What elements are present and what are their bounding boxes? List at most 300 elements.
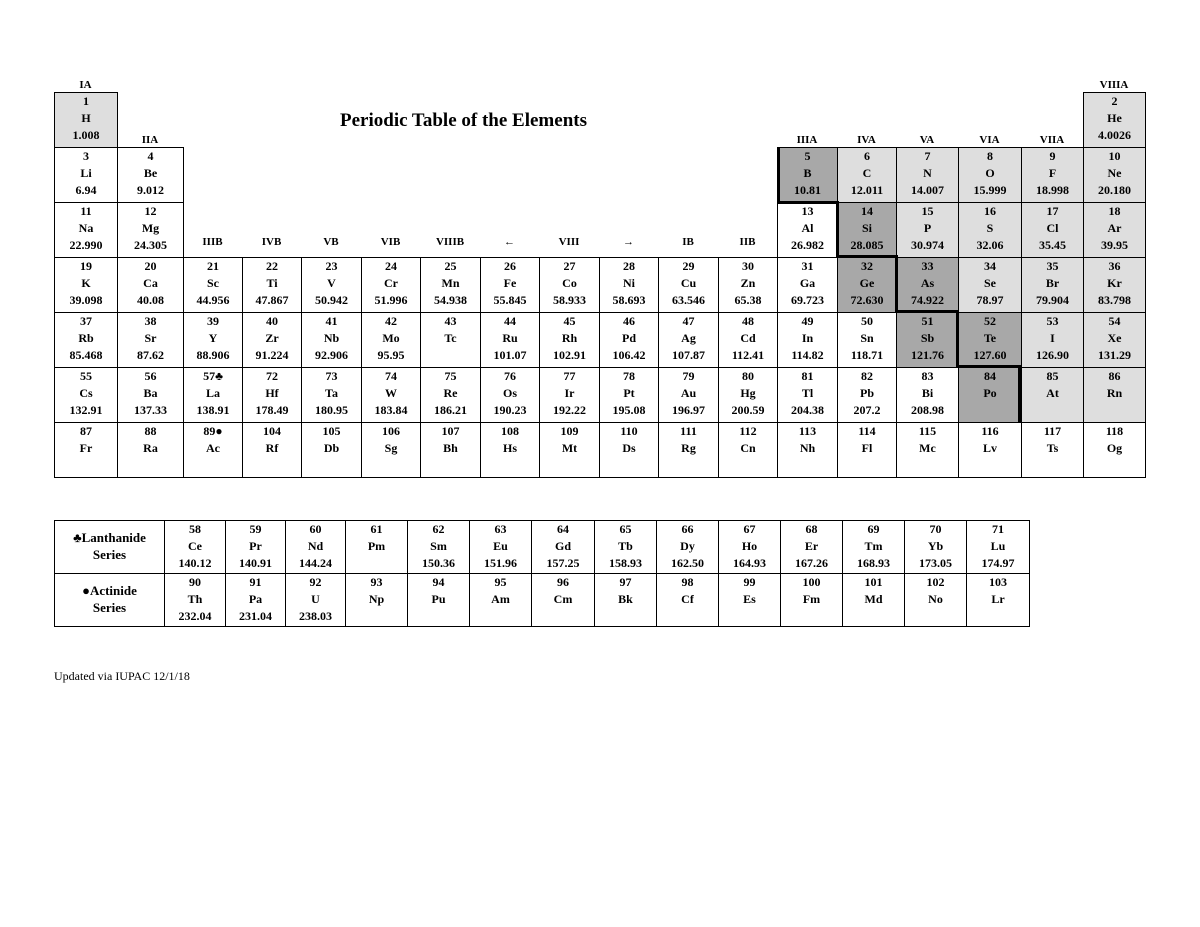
atomic-mass: 137.33 xyxy=(134,403,167,417)
atomic-number: 49 xyxy=(801,314,814,328)
element-au xyxy=(658,367,719,423)
element-symbol: Al xyxy=(801,221,814,235)
element-symbol: Po xyxy=(983,386,997,400)
atomic-mass: 127.60 xyxy=(973,348,1007,362)
element-b xyxy=(777,147,838,203)
atomic-mass: 14.007 xyxy=(911,183,944,197)
metalloid-staircase-segment xyxy=(836,255,898,258)
atomic-mass: 114.82 xyxy=(791,348,824,362)
atomic-mass xyxy=(719,457,777,474)
footer-note: Updated via IUPAC 12/1/18 xyxy=(54,669,190,683)
atomic-mass: 144.24 xyxy=(299,556,332,570)
atomic-mass: 85.468 xyxy=(69,348,103,362)
element-ar xyxy=(1083,202,1146,258)
atomic-mass: 4.0026 xyxy=(1098,128,1131,142)
element-hs xyxy=(480,422,540,478)
element-cr xyxy=(361,257,421,313)
atomic-mass xyxy=(659,457,718,474)
element-te xyxy=(958,312,1022,368)
element-symbol: Cn xyxy=(740,441,756,455)
atomic-mass: 190.23 xyxy=(493,403,527,417)
element-symbol: As xyxy=(920,276,935,290)
element-ru xyxy=(480,312,540,368)
atomic-number: 82 xyxy=(861,369,873,383)
element-symbol: Co xyxy=(562,276,577,290)
element-symbol: C xyxy=(862,166,872,180)
atomic-mass xyxy=(1022,402,1083,419)
atomic-number: 106 xyxy=(382,424,400,438)
atomic-mass: 18.998 xyxy=(1036,183,1069,197)
element-re xyxy=(420,367,481,423)
group-label-6: VIB xyxy=(361,236,420,248)
group-label-15: VA xyxy=(919,134,935,146)
atomic-number: 60 xyxy=(309,522,322,536)
element-rb xyxy=(54,312,118,368)
atomic-number: 67 xyxy=(743,522,756,536)
group-label-4: IVB xyxy=(242,236,301,248)
element-symbol: Br xyxy=(1045,276,1060,290)
element-pd xyxy=(599,312,659,368)
element-symbol: Db xyxy=(323,441,340,455)
series-label-text: ●Actinide xyxy=(82,583,137,598)
atomic-mass xyxy=(243,457,301,474)
atomic-number: 84 xyxy=(984,369,996,383)
atomic-mass: 186.21 xyxy=(434,403,467,417)
atomic-number: 59 xyxy=(249,522,262,536)
element-fr xyxy=(54,422,118,478)
element-pu xyxy=(407,573,470,627)
element-symbol: Li xyxy=(80,166,92,180)
element-n xyxy=(896,147,959,203)
element-symbol: Xe xyxy=(1107,331,1122,345)
actinide-series-label xyxy=(54,573,165,627)
atomic-number: 103 xyxy=(989,575,1007,589)
element-symbol: Cl xyxy=(1046,221,1059,235)
element-symbol: K xyxy=(81,276,91,290)
atomic-mass: 69.723 xyxy=(791,293,824,307)
element-symbol: Pm xyxy=(367,539,386,553)
group-label-3: IIIB xyxy=(183,236,242,248)
atomic-number: 76 xyxy=(504,369,516,383)
element-symbol: Ce xyxy=(188,539,202,553)
element-es xyxy=(718,573,781,627)
element-symbol: O xyxy=(985,166,995,180)
element-v xyxy=(301,257,362,313)
atomic-number: 35 xyxy=(1046,259,1059,273)
element-symbol: La xyxy=(205,386,220,400)
atomic-number: 118 xyxy=(1105,424,1124,438)
element-h xyxy=(54,92,118,148)
atomic-mass: 118.71 xyxy=(850,348,884,362)
atomic-mass: 44.956 xyxy=(196,293,230,307)
group-label-16: VIA xyxy=(979,134,1000,146)
element-symbol: Og xyxy=(1106,441,1123,455)
atomic-number: 46 xyxy=(623,314,635,328)
element-li xyxy=(54,147,118,203)
element-k xyxy=(54,257,118,313)
element-ir xyxy=(539,367,600,423)
atomic-mass: 138.91 xyxy=(196,403,230,417)
atomic-number: 21 xyxy=(207,259,219,273)
element-symbol: Ir xyxy=(564,386,575,400)
element-symbol: Bi xyxy=(921,386,934,400)
atomic-mass: 10.81 xyxy=(794,183,821,197)
atomic-number: 66 xyxy=(681,522,694,536)
atomic-mass: 32.06 xyxy=(976,238,1004,252)
metalloid-staircase-segment xyxy=(836,201,839,258)
atomic-mass: 92.906 xyxy=(315,348,348,362)
element-symbol: B xyxy=(803,166,812,180)
element-al xyxy=(777,202,838,258)
element-symbol: Be xyxy=(143,166,158,180)
element-symbol: Rg xyxy=(681,441,696,455)
element-symbol: At xyxy=(1046,386,1059,400)
element-si xyxy=(837,202,897,258)
atomic-number: 23 xyxy=(325,259,338,273)
atomic-mass: 39.95 xyxy=(1101,238,1128,252)
atomic-mass: 78.97 xyxy=(976,293,1004,307)
element-symbol: Dy xyxy=(680,539,695,553)
element-pt xyxy=(599,367,659,423)
element-symbol: Pa xyxy=(248,592,263,606)
element-pm xyxy=(345,520,408,574)
atomic-mass: 65.38 xyxy=(734,293,762,307)
element-dy xyxy=(656,520,719,574)
element-symbol: Nd xyxy=(307,539,324,553)
element-symbol: Pt xyxy=(623,386,635,400)
metalloid-staircase-segment xyxy=(777,201,839,204)
atomic-number: 39 xyxy=(207,314,219,328)
element-cd xyxy=(718,312,778,368)
element-zn xyxy=(718,257,778,313)
atomic-mass: 55.845 xyxy=(493,293,527,307)
atomic-number: 8 xyxy=(987,149,993,163)
atomic-mass xyxy=(540,457,599,474)
atomic-mass: 39.098 xyxy=(69,293,103,307)
element-symbol: Rh xyxy=(561,331,578,345)
group-label-10: → xyxy=(599,236,658,248)
atomic-number: 92 xyxy=(309,575,322,589)
atomic-mass: 162.50 xyxy=(671,556,704,570)
atomic-number: 86 xyxy=(1108,369,1121,383)
element-symbol: H xyxy=(81,111,91,125)
element-sb xyxy=(896,312,959,368)
atomic-number: 42 xyxy=(385,314,397,328)
atomic-mass: 180.95 xyxy=(315,403,348,417)
atomic-mass: 158.93 xyxy=(609,556,642,570)
element-cu xyxy=(658,257,719,313)
atomic-mass: 126.90 xyxy=(1036,348,1069,362)
element-symbol: Ds xyxy=(622,441,636,455)
atomic-mass: 35.45 xyxy=(1039,238,1066,252)
atomic-number: 16 xyxy=(984,204,996,218)
element-symbol: Ni xyxy=(623,276,635,290)
element-hf xyxy=(242,367,302,423)
element-pr xyxy=(225,520,286,574)
atomic-number: 90 xyxy=(189,575,201,589)
element-symbol: Cu xyxy=(680,276,697,290)
atomic-mass: 63.546 xyxy=(672,293,705,307)
atomic-mass: 58.693 xyxy=(612,293,646,307)
element-symbol: Es xyxy=(743,592,756,606)
element-symbol: Cm xyxy=(553,592,573,606)
atomic-number: 58 xyxy=(189,522,201,536)
atomic-mass: 183.84 xyxy=(374,403,408,417)
element-cn xyxy=(718,422,778,478)
element-symbol: Zr xyxy=(265,331,279,345)
element-fm xyxy=(780,573,843,627)
atomic-number: 78 xyxy=(623,369,635,383)
element-nd xyxy=(285,520,346,574)
element-symbol: Ag xyxy=(681,331,696,345)
atomic-number: 111 xyxy=(680,424,697,438)
element-na xyxy=(54,202,118,258)
element-symbol: Se xyxy=(984,276,996,290)
element-sn xyxy=(837,312,897,368)
atomic-mass: 79.904 xyxy=(1036,293,1069,307)
atomic-mass: 232.04 xyxy=(178,609,212,623)
element-symbol: Sn xyxy=(860,331,874,345)
element-os xyxy=(480,367,540,423)
element-tm xyxy=(842,520,905,574)
atomic-mass: 238.03 xyxy=(299,609,332,623)
element-xe xyxy=(1083,312,1146,368)
atomic-mass xyxy=(657,608,718,625)
atomic-mass: 102.91 xyxy=(553,348,586,362)
element-be xyxy=(117,147,184,203)
atomic-mass: 196.97 xyxy=(672,403,705,417)
atomic-number: 24 xyxy=(385,259,397,273)
atomic-number: 54 xyxy=(1108,314,1121,328)
atomic-number: 112 xyxy=(739,424,757,438)
atomic-number: 91 xyxy=(249,575,262,589)
atomic-mass: 151.96 xyxy=(484,556,517,570)
atomic-mass xyxy=(595,608,656,625)
element-symbol: Er xyxy=(804,539,819,553)
atomic-mass: 88.906 xyxy=(196,348,230,362)
element-symbol: F xyxy=(1048,166,1057,180)
element-bk xyxy=(594,573,657,627)
element-fe xyxy=(480,257,540,313)
atomic-mass: 95.95 xyxy=(377,348,405,362)
atomic-mass xyxy=(905,608,966,625)
atomic-mass: 87.62 xyxy=(137,348,164,362)
group-label-14: IVA xyxy=(857,134,876,146)
element-y xyxy=(183,312,243,368)
atomic-number: 93 xyxy=(370,575,383,589)
element-symbol: P xyxy=(923,221,932,235)
element-symbol: Pb xyxy=(859,386,874,400)
atomic-number: 17 xyxy=(1046,204,1059,218)
element-symbol: Np xyxy=(368,592,385,606)
atomic-mass xyxy=(408,608,469,625)
element-mc xyxy=(896,422,959,478)
element-symbol: Pr xyxy=(249,539,262,553)
element-symbol: Nb xyxy=(323,331,340,345)
atomic-number: 100 xyxy=(802,575,821,589)
atomic-mass: 167.26 xyxy=(795,556,828,570)
atomic-number: 81 xyxy=(801,369,814,383)
page-title: Periodic Table of the Elements xyxy=(340,110,587,131)
element-symbol: Ca xyxy=(143,276,158,290)
element-ti xyxy=(242,257,302,313)
element-sc xyxy=(183,257,243,313)
atomic-mass: 132.91 xyxy=(69,403,103,417)
element-symbol: Ar xyxy=(1107,221,1122,235)
element-tc xyxy=(420,312,481,368)
element-symbol: Rn xyxy=(1106,386,1123,400)
element-sr xyxy=(117,312,184,368)
element-i xyxy=(1021,312,1084,368)
element-sm xyxy=(407,520,470,574)
atomic-mass: 50.942 xyxy=(315,293,348,307)
atomic-mass xyxy=(719,608,780,625)
atomic-mass xyxy=(781,608,842,625)
atomic-number: 57♣ xyxy=(203,369,223,383)
element-symbol: U xyxy=(311,592,320,606)
atomic-number: 31 xyxy=(801,259,814,273)
element-rg xyxy=(658,422,719,478)
atomic-mass: 20.180 xyxy=(1098,183,1131,197)
atomic-mass xyxy=(302,457,361,474)
atomic-number: 15 xyxy=(921,204,934,218)
element-ne xyxy=(1083,147,1146,203)
atomic-mass: 131.29 xyxy=(1098,348,1131,362)
atomic-number: 95 xyxy=(494,575,507,589)
atomic-number: 72 xyxy=(266,369,278,383)
atomic-mass: 140.12 xyxy=(178,556,212,570)
atomic-mass: 101.07 xyxy=(493,348,527,362)
element-at xyxy=(1021,367,1084,423)
atomic-mass xyxy=(470,608,531,625)
atomic-number: 107 xyxy=(441,424,460,438)
element-tl xyxy=(777,367,838,423)
atomic-number: 56 xyxy=(144,369,157,383)
atomic-mass xyxy=(959,457,1021,474)
element-mt xyxy=(539,422,600,478)
atomic-number: 41 xyxy=(325,314,338,328)
atomic-number: 116 xyxy=(981,424,999,438)
group-label-17: VIIA xyxy=(1039,134,1065,146)
element-symbol: Eu xyxy=(493,539,508,553)
element-symbol: Cs xyxy=(79,386,93,400)
element-symbol: Yb xyxy=(927,539,944,553)
element-symbol: Fm xyxy=(802,592,821,606)
atomic-number: 65 xyxy=(619,522,632,536)
element-symbol: Am xyxy=(491,592,510,606)
element-ag xyxy=(658,312,719,368)
atomic-mass xyxy=(481,457,539,474)
element-in xyxy=(777,312,838,368)
element-pb xyxy=(837,367,897,423)
atomic-number: 25 xyxy=(444,259,457,273)
atomic-number: 88 xyxy=(144,424,157,438)
element-ni xyxy=(599,257,659,313)
element-symbol: Os xyxy=(502,386,517,400)
element-ra xyxy=(117,422,184,478)
atomic-mass: 231.04 xyxy=(239,609,272,623)
metalloid-staircase-segment xyxy=(956,365,1020,368)
atomic-number: 113 xyxy=(798,424,817,438)
atomic-mass: 157.25 xyxy=(546,556,580,570)
atomic-mass xyxy=(778,457,837,474)
atomic-number: 13 xyxy=(801,204,814,218)
atomic-number: 36 xyxy=(1108,259,1121,273)
element-am xyxy=(469,573,532,627)
group-label-11: IB xyxy=(658,236,718,248)
atomic-mass: 204.38 xyxy=(791,403,824,417)
series-label-text: Series xyxy=(92,600,127,615)
element-symbol: Lv xyxy=(982,441,997,455)
atomic-mass: 91.224 xyxy=(255,348,289,362)
element-symbol: He xyxy=(1107,111,1122,125)
element-symbol: Au xyxy=(680,386,697,400)
atomic-mass xyxy=(1084,457,1145,474)
atomic-mass: 178.49 xyxy=(255,403,289,417)
atomic-number: 19 xyxy=(80,259,92,273)
atomic-mass xyxy=(967,608,1029,625)
element-symbol: Mo xyxy=(382,331,400,345)
atomic-number: 38 xyxy=(144,314,157,328)
atomic-number: 64 xyxy=(557,522,569,536)
element-ce xyxy=(164,520,226,574)
atomic-number: 104 xyxy=(263,424,281,438)
metalloid-staircase-segment xyxy=(895,255,898,312)
atomic-number: 18 xyxy=(1108,204,1121,218)
atomic-number: 99 xyxy=(743,575,756,589)
element-symbol: Tb xyxy=(618,539,633,553)
element-symbol: Hs xyxy=(502,441,517,455)
atomic-number: 62 xyxy=(432,522,445,536)
atomic-number: 34 xyxy=(984,259,996,273)
element-symbol: Sc xyxy=(207,276,219,290)
atomic-mass: 168.93 xyxy=(857,556,890,570)
atomic-mass xyxy=(346,608,407,625)
element-symbol: Lr xyxy=(991,592,1005,606)
atomic-number: 12 xyxy=(144,204,157,218)
atomic-number: 14 xyxy=(861,204,873,218)
atomic-mass: 12.011 xyxy=(850,183,884,197)
element-he xyxy=(1083,92,1146,148)
element-symbol: Kr xyxy=(1107,276,1122,290)
atomic-number: 1 xyxy=(83,94,89,108)
atomic-number: 74 xyxy=(385,369,397,383)
atomic-mass: 208.98 xyxy=(911,403,944,417)
element-symbol: Na xyxy=(78,221,94,235)
atomic-mass: 106.42 xyxy=(612,348,646,362)
element-fl xyxy=(837,422,897,478)
element-f xyxy=(1021,147,1084,203)
atomic-number: 30 xyxy=(742,259,754,273)
element-symbol: Sb xyxy=(920,331,935,345)
element-og xyxy=(1083,422,1146,478)
group-label-13: IIIA xyxy=(796,134,818,146)
atomic-mass: 47.867 xyxy=(255,293,289,307)
element-symbol: Sg xyxy=(384,441,398,455)
element-th xyxy=(164,573,226,627)
atomic-mass: 6.94 xyxy=(75,183,97,197)
element-symbol: Ta xyxy=(325,386,338,400)
element-symbol: Bh xyxy=(443,441,458,455)
atomic-mass: 150.36 xyxy=(422,556,455,570)
element-symbol: Ts xyxy=(1046,441,1059,455)
atomic-mass xyxy=(184,457,242,474)
group-label-9: VIII xyxy=(539,236,599,248)
element-mg xyxy=(117,202,184,258)
lanthanide-series-label xyxy=(54,520,165,574)
atomic-number: 28 xyxy=(623,259,635,273)
atomic-number: 9 xyxy=(1049,149,1056,163)
